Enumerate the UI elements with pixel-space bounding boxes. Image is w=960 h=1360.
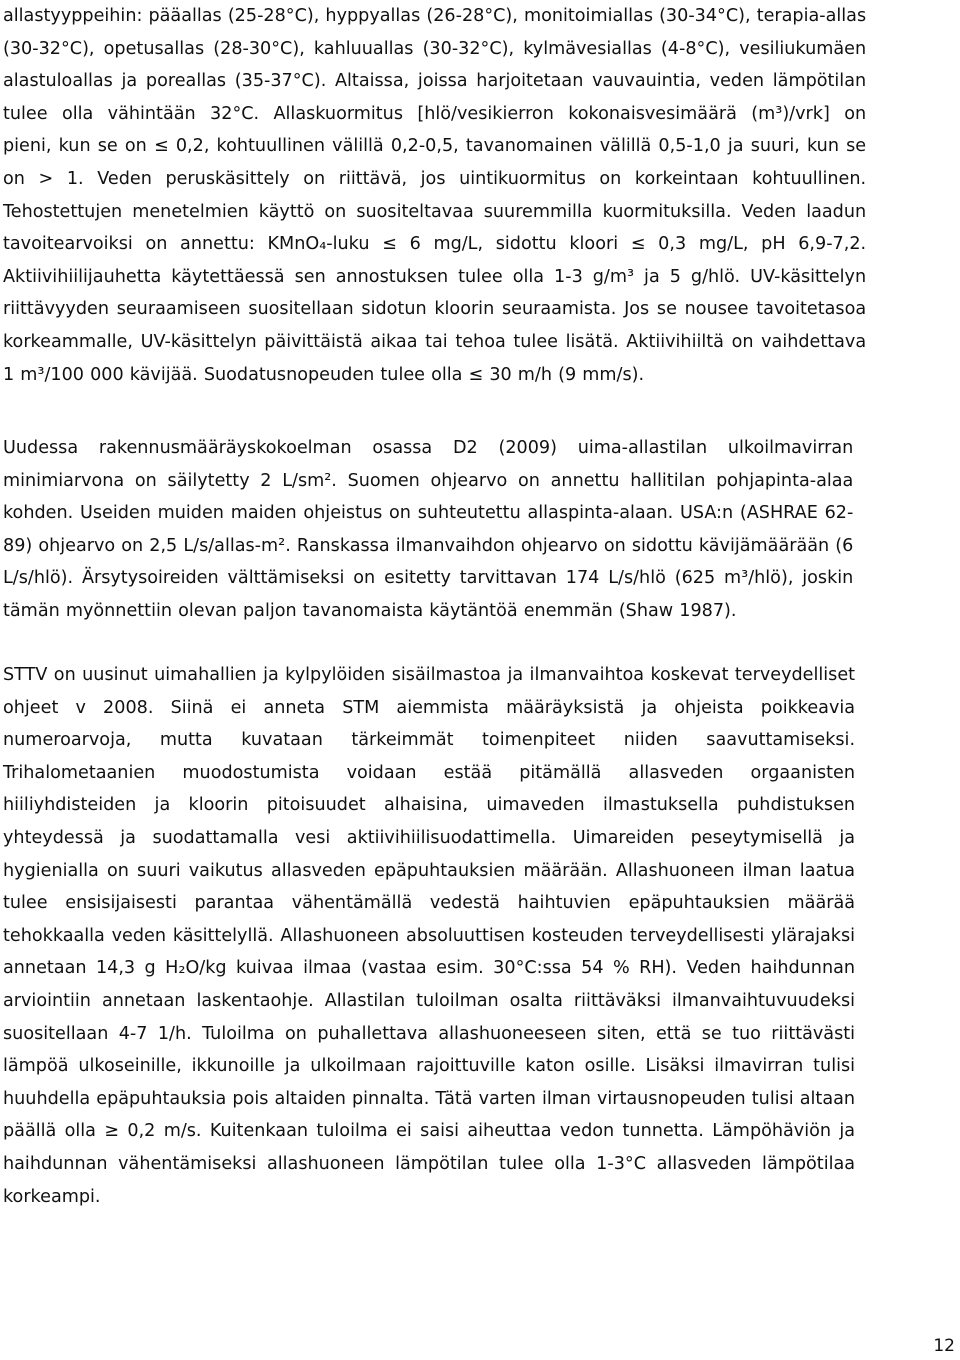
- text-line: tulee ensisijaisesti parantaa vähentämällä vedestä haihtuvien epäpuhtauksien määrää: [3, 893, 856, 914]
- text-line: riittävyyden seuraamiseen suositellaan sidotun kloorin seuraamista. Jos se nousee tavoitetasoa: [3, 299, 867, 320]
- page-number: 12: [933, 1336, 955, 1356]
- text-line: lämpöä ulkoseinille, ikkunoille ja ulkoilmaan rajoittuville katon osille. Lisäksi ilmavirran tulisi: [3, 1056, 856, 1077]
- text-line: haihdunnan vähentämiseksi allashuoneen lämpötilan tulee olla 1-3°C allasveden lämpötilaa: [3, 1153, 856, 1174]
- text-line: yhteydessä ja suodattamalla vesi aktiivihiilisuodattimella. Uimareiden peseytymisellä ja: [3, 827, 856, 848]
- text-line: hiiliyhdisteiden ja kloorin pitoisuudet alhaisina, uimaveden ilmastuksella puhdistuksen: [3, 795, 856, 816]
- text-line: huuhdella epäpuhtauksia pois altaiden pinnalta. Tätä varten ilman virtausnopeuden tulisi altaan: [3, 1088, 856, 1109]
- text-line: annetaan 14,3 g H₂O/kg kuivaa ilmaa (vastaa esim. 30°C:ssa 54 % RH). Veden haihdunnan: [3, 958, 856, 979]
- text-line: tämän myönnettiin olevan paljon tavanomaista käytäntöä enemmän (Shaw 1987).: [3, 600, 737, 621]
- text-line: numeroarvoja, mutta kuvataan tärkeimmät toimenpiteet niiden saavuttamiseksi.: [3, 730, 856, 751]
- text-line: kohden. Useiden muiden maiden ohjeistus on suhteutettu allaspinta-alaan. USA:n (ASHRAE 62-: [3, 503, 854, 524]
- text-line: Uudessa rakennusmääräyskokoelman osassa D2 (2009) uima-allastilan ulkoilmavirran: [3, 438, 854, 458]
- paragraph-pool-temperatures: [3, 0, 866, 391]
- text-line: (30-32°C), opetusallas (28-30°C), kahluuallas (30-32°C), kylmävesiallas (4-8°C), vesiliukumäen: [3, 38, 867, 59]
- paragraph-ventilation-standards: [3, 432, 853, 628]
- text-line: ohjeet v 2008. Siinä ei anneta STM aiemmista määräyksistä ja ohjeista poikkeavia: [3, 697, 856, 718]
- text-line: allastyyppeihin: pääallas (25-28°C), hyppyallas (26-28°C), monitoimiallas (30-34°C), terapia-allas: [3, 6, 867, 26]
- text-line: arviointiin annetaan laskentaohje. Allastilan tuloilman osalta riittäväksi ilmanvaihtuvuudeksi: [3, 990, 856, 1011]
- text-line: Tehostettujen menetelmien käyttö on suositeltavaa suuremmilla kuormituksilla. Veden laadun: [3, 201, 867, 222]
- text-line: Aktiivihiilijauhetta käytettäessä sen annostuksen tulee olla 1-3 g/m³ ja 5 g/hlö. UV-käsittelyn: [3, 266, 867, 287]
- text-line: alastuloallas ja poreallas (35-37°C). Altaissa, joissa harjoitetaan vauvauintia, veden lämpötilan: [3, 71, 867, 92]
- text-line: minimiarvona on säilytetty 2 L/sm². Suomen ohjearvo on annettu hallitilan pohjapinta-alaa: [3, 470, 854, 491]
- text-line: tehokkaalla veden käsittelyllä. Allashuoneen absoluuttisen kosteuden terveydellisesti ylärajaksi: [3, 925, 856, 946]
- text-line: tavoitearvoiksi on annettu: KMnO₄-luku ≤ 6 mg/L, sidottu kloori ≤ 0,3 mg/L, pH 6,9-7,2.: [3, 234, 867, 255]
- text-line: 1 m³/100 000 kävijää. Suodatusnopeuden tulee olla ≤ 30 m/h (9 mm/s).: [3, 364, 645, 385]
- text-line: on > 1. Veden peruskäsittely on riittävä, jos uintikuormitus on korkeintaan kohtuullinen.: [3, 168, 867, 189]
- text-line: korkeammalle, UV-käsittelyn päivittäistä aikaa tai tehoa tulee lisätä. Aktiivihiiltä on vaihdettava: [3, 331, 867, 352]
- text-line: Trihalometaanien muodostumista voidaan estää pitämällä allasveden orgaanisten: [3, 762, 856, 783]
- text-line: korkeampi.: [3, 1186, 101, 1207]
- text-line: pieni, kun se on ≤ 0,2, kohtuullinen välillä 0,2-0,5, tavanomainen välillä 0,5-1,0 ja suuri, kun se: [3, 136, 867, 157]
- text-line: L/s/hlö). Ärsytysoireiden välttämiseksi on esitetty tarvittavan 174 L/s/hlö (625 m³/hlö), joskin: [3, 568, 854, 589]
- text-line: suositellaan 4-7 1/h. Tuloilma on puhallettava allashuoneeseen siten, että se tuo riittävästi: [3, 1023, 856, 1044]
- paragraph-sttv-guidelines: [3, 659, 855, 1213]
- text-line: tulee olla vähintään 32°C. Allaskuormitus [hlö/vesikierron kokonaisvesimäärä (m³)/vrk] on: [3, 103, 867, 124]
- text-line: 89) ohjearvo on 2,5 L/s/allas-m². Ranskassa ilmanvaihdon ohjearvo on sidottu kävijämäärään (6: [3, 535, 854, 556]
- text-line: hygienialla on suuri vaikutus allasveden epäpuhtauksien määrään. Allashuoneen ilman laatua: [3, 860, 856, 881]
- text-line: päällä olla ≥ 0,2 m/s. Kuitenkaan tuloilma ei saisi aiheuttaa vedon tunnetta. Lämpöhäviön ja: [3, 1121, 856, 1142]
- text-line: STTV on uusinut uimahallien ja kylpylöiden sisäilmastoa ja ilmanvaihtoa koskevat terveydelliset: [3, 665, 856, 685]
